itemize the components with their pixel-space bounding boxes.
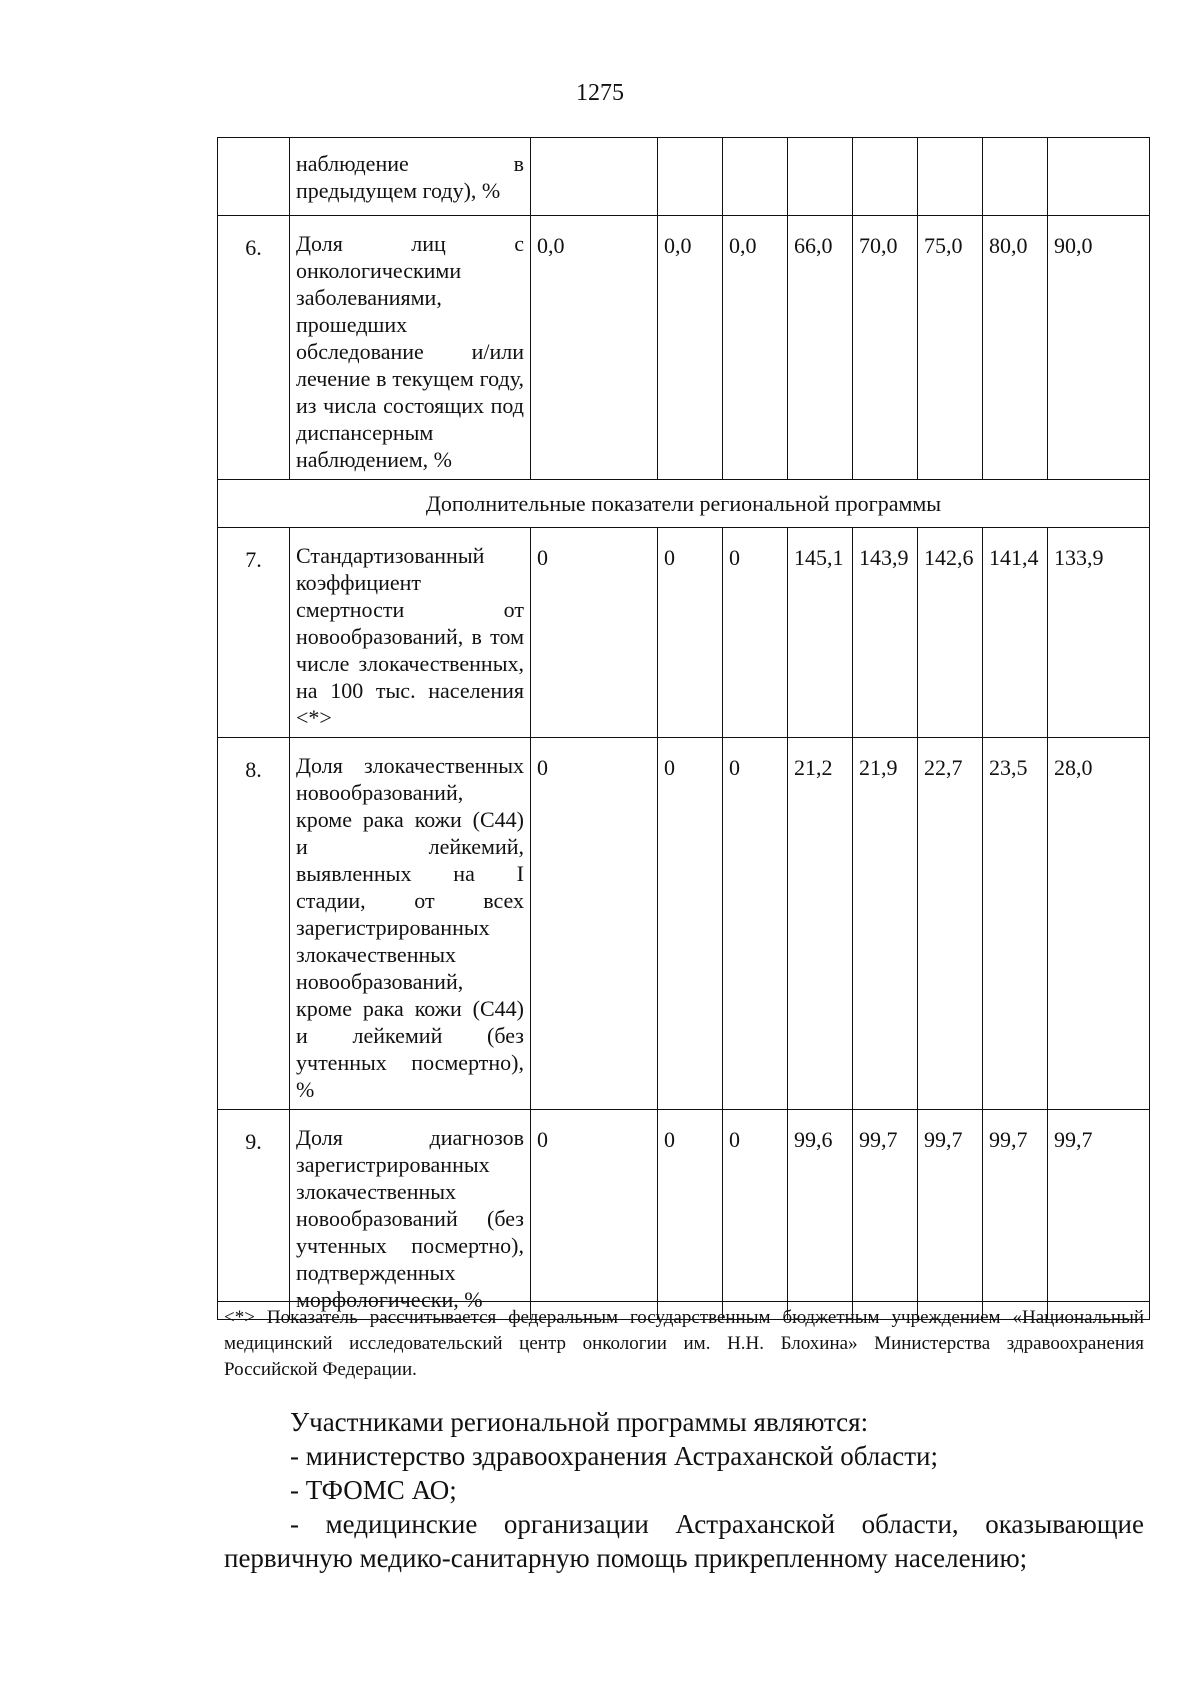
- indicator-name: Стандартизованный коэффициент смертности от новообразований, в том числе злокачественных, на 100 тыс. населения <*>: [290, 528, 531, 738]
- value-cell: 23,5: [983, 738, 1048, 1110]
- value-cell: 0: [723, 528, 788, 738]
- table-row: [218, 528, 1150, 738]
- value-cell: 0: [723, 738, 788, 1110]
- value-cell: 90,0: [1048, 216, 1150, 480]
- value-cell: [723, 138, 788, 216]
- value-cell: 0: [531, 738, 658, 1110]
- table-row: [218, 738, 1150, 1110]
- value-cell: [918, 138, 983, 216]
- value-cell: 28,0: [1048, 738, 1150, 1110]
- indicators-table: [217, 137, 1150, 1320]
- footnote: <*> Показатель рассчитывается федеральным государственным бюджетным учреждением «Национальный медицинский исследовательский центр онкологии им. Н.Н. Блохина» Министерства здравоохранения Российской Федерации.: [224, 1307, 1144, 1380]
- paragraph: Участниками региональной программы являются:: [290, 1407, 869, 1437]
- value-cell: 0,0: [658, 216, 723, 480]
- value-cell: 0: [658, 528, 723, 738]
- value-cell: 0: [531, 528, 658, 738]
- value-cell: [531, 138, 658, 216]
- section-heading: Дополнительные показатели региональной программы: [218, 480, 1150, 528]
- row-number: 9.: [218, 1110, 290, 1320]
- table-row: [218, 1110, 1150, 1320]
- value-cell: 99,7: [983, 1110, 1048, 1320]
- value-cell: [658, 138, 723, 216]
- value-cell: 142,6: [918, 528, 983, 738]
- value-cell: 99,6: [788, 1110, 853, 1320]
- value-cell: 0: [531, 1110, 658, 1320]
- list-item: - медицинские организации Астраханской области, оказывающие первичную медико-санитарную помощь прикрепленному населению;: [224, 1509, 1144, 1573]
- indicator-name: Доля злокачественных новообразований, кроме рака кожи (С44) и лейкемий, выявленных на I стадии, от всех зарегистрированных злокачественных новообразований, кроме рака кожи (С44) и лейкемий (без учтенных посмертно), %: [290, 738, 531, 1110]
- row-number: 6.: [218, 216, 290, 480]
- value-cell: 99,7: [918, 1110, 983, 1320]
- value-cell: 70,0: [853, 216, 918, 480]
- value-cell: 99,7: [853, 1110, 918, 1320]
- table-section-row: [218, 480, 1150, 528]
- value-cell: 0: [723, 1110, 788, 1320]
- value-cell: [788, 138, 853, 216]
- footnote-divider: [217, 1301, 1149, 1302]
- value-cell: 0: [658, 738, 723, 1110]
- value-cell: 141,4: [983, 528, 1048, 738]
- row-number: [218, 138, 290, 216]
- value-cell: 0,0: [531, 216, 658, 480]
- row-number: 8.: [218, 738, 290, 1110]
- value-cell: 0: [658, 1110, 723, 1320]
- indicator-name: наблюдение в предыдущем году), %: [290, 138, 531, 216]
- indicator-name: Доля диагнозов зарегистрированных злокачественных новообразований (без учтенных посмертно), подтвержденных морфологически, %: [290, 1110, 531, 1320]
- table-row: [218, 216, 1150, 480]
- value-cell: [853, 138, 918, 216]
- value-cell: 21,9: [853, 738, 918, 1110]
- value-cell: 145,1: [788, 528, 853, 738]
- value-cell: 99,7: [1048, 1110, 1150, 1320]
- page-number: 1275: [576, 80, 624, 106]
- body-text: [224, 1405, 1144, 1575]
- value-cell: 80,0: [983, 216, 1048, 480]
- value-cell: 133,9: [1048, 528, 1150, 738]
- value-cell: 75,0: [918, 216, 983, 480]
- value-cell: 143,9: [853, 528, 918, 738]
- value-cell: 22,7: [918, 738, 983, 1110]
- value-cell: 0,0: [723, 216, 788, 480]
- value-cell: 21,2: [788, 738, 853, 1110]
- list-item: - министерство здравоохранения Астраханской области;: [290, 1441, 938, 1471]
- value-cell: [983, 138, 1048, 216]
- list-item: - ТФОМС АО;: [290, 1475, 457, 1505]
- value-cell: 66,0: [788, 216, 853, 480]
- indicator-name: Доля лиц с онкологическими заболеваниями, прошедших обследование и/или лечение в текущем году, из числа состоящих под диспансерным наблюдением, %: [290, 216, 531, 480]
- row-number: 7.: [218, 528, 290, 738]
- table-row: [218, 138, 1150, 216]
- value-cell: [1048, 138, 1150, 216]
